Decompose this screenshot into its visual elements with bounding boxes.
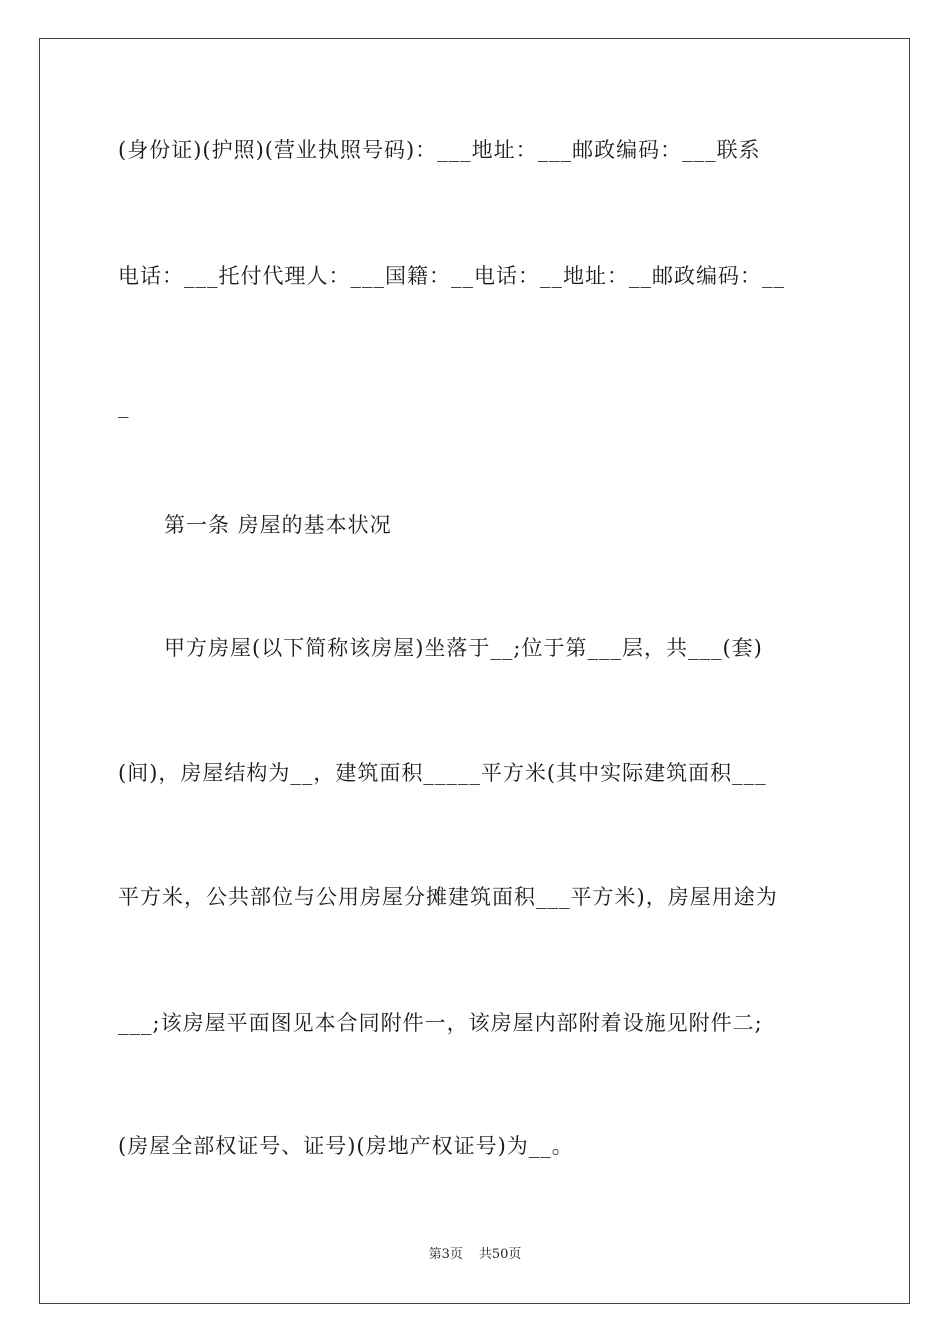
text-line-5: 甲方房屋(以下简称该房屋)坐落于__;位于第___层，共___(套) [164,636,763,660]
total-pages-label: 共50页 [478,1247,522,1262]
text-line-6: (间)，房屋结构为__，建筑面积_____平方米(其中实际建筑面积___ [118,761,767,785]
section-heading: 第一条 房屋的基本状况 [164,513,392,537]
page-border [39,38,910,1304]
page-footer [0,1246,950,1264]
text-line-7: 平方米，公共部位与公用房屋分摊建筑面积___平方米)，房屋用途为 [118,885,778,909]
text-line-3: _ [118,394,130,418]
text-line-2: 电话：___托付代理人：___国籍：__电话：__地址：__邮政编码：__ [118,264,785,288]
text-line-1: (身份证)(护照)(营业执照号码)：___地址：___邮政编码：___联系 [118,138,761,162]
text-line-8: ___;该房屋平面图见本合同附件一，该房屋内部附着设施见附件二; [118,1011,763,1035]
current-page-label: 第3页 [428,1247,463,1262]
text-line-9: (房屋全部权证号、证号)(房地产权证号)为__。 [118,1134,574,1158]
